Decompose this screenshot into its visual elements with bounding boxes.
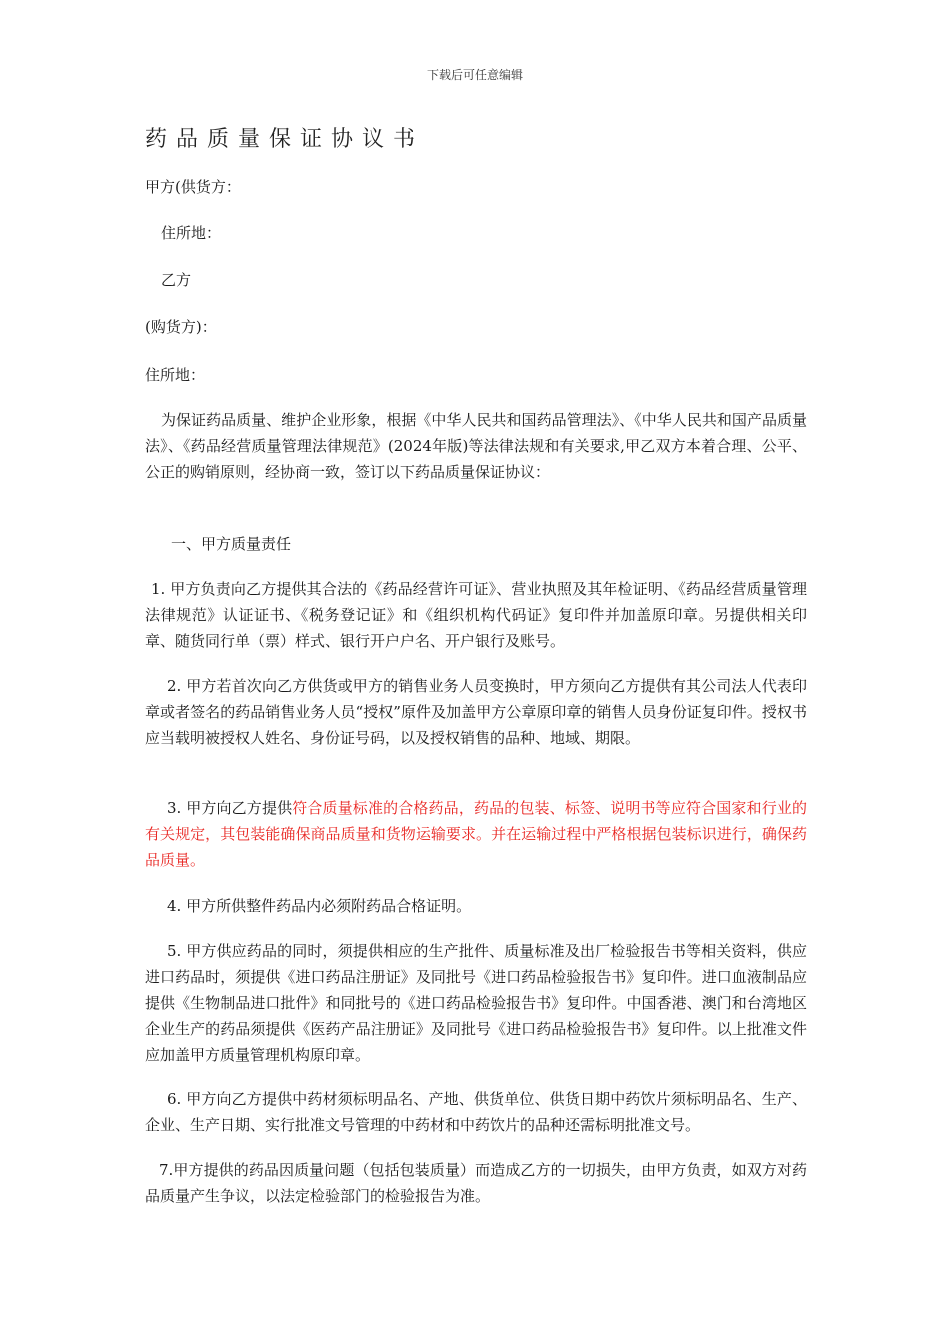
clause-2: 2. 甲方若首次向乙方供货或甲方的销售业务人员变换时，甲方须向乙方提供有其公司法人代表印章或者签名的药品销售业务人员“授权”原件及加盖甲方公章原印章的销售人员身份证复印件。授权书应当载明被授权人姓名、身份证号码，以及授权销售的品种、地域、期限。 xyxy=(145,677,807,747)
download-note: 下载后可任意编辑 xyxy=(426,68,523,82)
clause-1: 1. 甲方负责向乙方提供其合法的《药品经营许可证》、营业执照及其年检证明、《药品经营质量管理法律规范》认证证书、《税务登记证》和《组织机构代码证》复印件并加盖原印章。另提供相关印章、随货同行单（票）样式、银行开户户名、开户银行及账号。 xyxy=(145,580,807,650)
party-a-label: 甲方(供货方： xyxy=(145,178,241,196)
party-b-address: 住所地： xyxy=(145,366,206,384)
clause-3 xyxy=(145,795,807,873)
party-b-label: 乙方 xyxy=(161,271,192,289)
section-heading: 一、甲方质量责任 xyxy=(171,535,292,553)
intro-paragraph: 为保证药品质量、维护企业形象，根据《中华人民共和国药品管理法》、《中华人民共和国产品质量法》、《药品经营质量管理法律规范》(2024年版)等法律法规和有关要求,甲乙双方本着合理、公平、公正的购销原则，经协商一致，签订以下药品质量保证协议： xyxy=(145,411,807,481)
clause-3-highlight: 符合质量标准的合格药品，药品的包装、标签、说明书等应符合国家和行业的有关规定，其包装能确保商品质量和货物运输要求。并在运输过程中严格根据包装标识进行，确保药品质量。 xyxy=(145,799,807,869)
clause-3-prefix: 3. 甲方向乙方提供 xyxy=(167,799,293,817)
party-b-sub: (购货方)： xyxy=(145,318,217,336)
clause-7: 7.甲方提供的药品因质量问题（包括包装质量）而造成乙方的一切损失，由甲方负责，如双方对药品质量产生争议，以法定检验部门的检验报告为准。 xyxy=(145,1161,807,1205)
clause-5: 5. 甲方供应药品的同时，须提供相应的生产批件、质量标准及出厂检验报告书等相关资料，供应进口药品时，须提供《进口药品注册证》及同批号《进口药品检验报告书》复印件。进口血液制品应提供《生物制品进口批件》和同批号的《进口药品检验报告书》复印件。中国香港、澳门和台湾地区企业生产的药品须提供《医药产品注册证》及同批号《进口药品检验报告书》复印件。以上批准文件应加盖甲方质量管理机构原印章。 xyxy=(145,942,807,1064)
clause-6: 6. 甲方向乙方提供中药材须标明品名、产地、供货单位、供货日期中药饮片须标明品名、生产、企业、生产日期、实行批准文号管理的中药材和中药饮片的品种还需标明批准文号。 xyxy=(145,1090,807,1134)
party-a-address: 住所地： xyxy=(161,224,222,242)
document-title: 药品质量保证协议书 xyxy=(145,127,425,152)
clause-4: 4. 甲方所供整件药品内必须附药品合格证明。 xyxy=(167,897,472,915)
